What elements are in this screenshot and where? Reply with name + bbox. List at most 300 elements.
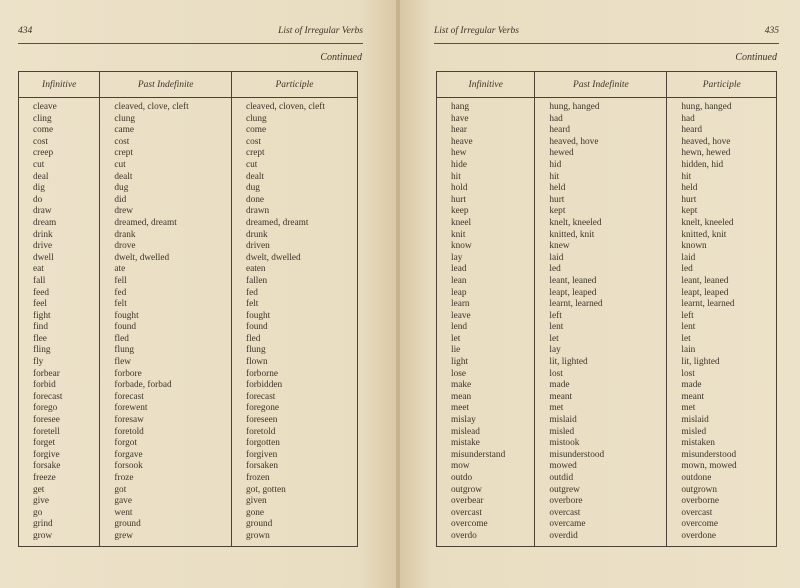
cell-participle: heaved, hove — [667, 137, 777, 149]
cell-past-indefinite: forbade, forbad — [100, 380, 232, 392]
table-header-row — [437, 72, 777, 98]
cell-infinitive: have — [437, 114, 535, 126]
cell-past-indefinite: overcame — [535, 519, 667, 531]
column-header-participle: Participle — [231, 72, 357, 98]
cell-participle: found — [231, 322, 357, 334]
cell-infinitive: mislead — [437, 427, 535, 439]
cell-participle: kept — [667, 206, 777, 218]
table-row — [437, 98, 777, 114]
cell-past-indefinite: hewed — [535, 148, 667, 160]
cell-participle: cleaved, cloven, cleft — [231, 98, 357, 114]
cell-infinitive: fight — [19, 311, 100, 323]
cell-infinitive: come — [19, 125, 100, 137]
cell-participle: knitted, knit — [667, 230, 777, 242]
cell-past-indefinite: outgrew — [535, 485, 667, 497]
table-row — [437, 218, 777, 230]
cell-past-indefinite: dealt — [100, 172, 232, 184]
table-row — [19, 311, 358, 323]
cell-infinitive: forego — [19, 403, 100, 415]
cell-past-indefinite: mislaid — [535, 415, 667, 427]
cell-participle: held — [667, 183, 777, 195]
table-row — [19, 392, 358, 404]
cell-past-indefinite: forbore — [100, 369, 232, 381]
cell-past-indefinite: held — [535, 183, 667, 195]
cell-past-indefinite: forgave — [100, 450, 232, 462]
table-row — [19, 125, 358, 137]
cell-infinitive: forgive — [19, 450, 100, 462]
cell-infinitive: knit — [437, 230, 535, 242]
cell-infinitive: mistake — [437, 438, 535, 450]
cell-infinitive: forget — [19, 438, 100, 450]
cell-past-indefinite: flew — [100, 357, 232, 369]
table-row — [19, 438, 358, 450]
cell-infinitive: lean — [437, 276, 535, 288]
cell-past-indefinite: heaved, hove — [535, 137, 667, 149]
cell-infinitive: foretell — [19, 427, 100, 439]
cell-participle: drunk — [231, 230, 357, 242]
cell-participle: fed — [231, 288, 357, 300]
right-table-body — [437, 98, 777, 547]
cell-infinitive: overcome — [437, 519, 535, 531]
cell-infinitive: cleave — [19, 98, 100, 114]
left-running-header — [18, 26, 363, 44]
cell-past-indefinite: lay — [535, 345, 667, 357]
cell-infinitive: dig — [19, 183, 100, 195]
cell-infinitive: hear — [437, 125, 535, 137]
table-row — [437, 473, 777, 485]
cell-infinitive: leap — [437, 288, 535, 300]
cell-past-indefinite: cleaved, clove, cleft — [100, 98, 232, 114]
cell-infinitive: freeze — [19, 473, 100, 485]
table-row — [19, 473, 358, 485]
cell-infinitive: mean — [437, 392, 535, 404]
cell-past-indefinite: ate — [100, 264, 232, 276]
table-row — [19, 206, 358, 218]
cell-participle: hewn, hewed — [667, 148, 777, 160]
table-row — [19, 137, 358, 149]
cell-participle: outdone — [667, 473, 777, 485]
table-row — [19, 230, 358, 242]
cell-participle: given — [231, 496, 357, 508]
cell-infinitive: do — [19, 195, 100, 207]
cell-participle: mistaken — [667, 438, 777, 450]
right-verb-table — [436, 71, 777, 547]
table-row — [437, 403, 777, 415]
cell-infinitive: kneel — [437, 218, 535, 230]
table-row — [437, 195, 777, 207]
cell-infinitive: leave — [437, 311, 535, 323]
table-row — [437, 450, 777, 462]
right-running-header — [434, 26, 779, 44]
column-header-past-indefinite: Past Indefinite — [535, 72, 667, 98]
cell-infinitive: lead — [437, 264, 535, 276]
cell-participle: leant, leaned — [667, 276, 777, 288]
cell-past-indefinite: crept — [100, 148, 232, 160]
cell-infinitive: eat — [19, 264, 100, 276]
cell-past-indefinite: met — [535, 403, 667, 415]
cell-participle: overcome — [667, 519, 777, 531]
cell-past-indefinite: foretold — [100, 427, 232, 439]
left-page — [0, 0, 398, 588]
table-row — [19, 195, 358, 207]
cell-participle: forecast — [231, 392, 357, 404]
table-row — [437, 531, 777, 546]
cell-infinitive: heave — [437, 137, 535, 149]
column-header-infinitive: Infinitive — [19, 72, 100, 98]
cell-past-indefinite: froze — [100, 473, 232, 485]
cell-infinitive: know — [437, 241, 535, 253]
table-row — [19, 276, 358, 288]
cell-participle: flown — [231, 357, 357, 369]
table-row — [437, 427, 777, 439]
table-row — [437, 276, 777, 288]
table-row — [437, 311, 777, 323]
cell-past-indefinite: fell — [100, 276, 232, 288]
cell-past-indefinite: flung — [100, 345, 232, 357]
cell-participle: misunderstood — [667, 450, 777, 462]
cell-past-indefinite: cut — [100, 160, 232, 172]
cell-infinitive: overdo — [437, 531, 535, 546]
table-row — [19, 334, 358, 346]
cell-past-indefinite: did — [100, 195, 232, 207]
cell-participle: foretold — [231, 427, 357, 439]
cell-infinitive: lend — [437, 322, 535, 334]
cell-infinitive: flee — [19, 334, 100, 346]
cell-past-indefinite: drew — [100, 206, 232, 218]
cell-past-indefinite: leant, leaned — [535, 276, 667, 288]
table-row — [19, 160, 358, 172]
cell-infinitive: dwell — [19, 253, 100, 265]
cell-past-indefinite: knew — [535, 241, 667, 253]
cell-past-indefinite: overbore — [535, 496, 667, 508]
column-header-participle: Participle — [667, 72, 777, 98]
cell-past-indefinite: kept — [535, 206, 667, 218]
cell-infinitive: overcast — [437, 508, 535, 520]
right-continued-label: Continued — [735, 52, 777, 63]
table-row — [19, 288, 358, 300]
cell-participle: drawn — [231, 206, 357, 218]
cell-infinitive: lie — [437, 345, 535, 357]
cell-participle: lent — [667, 322, 777, 334]
cell-past-indefinite: found — [100, 322, 232, 334]
cell-participle: flung — [231, 345, 357, 357]
right-page-number: 435 — [764, 26, 779, 36]
cell-participle: fallen — [231, 276, 357, 288]
table-row — [437, 438, 777, 450]
table-row — [437, 415, 777, 427]
table-row — [437, 137, 777, 149]
cell-infinitive: lay — [437, 253, 535, 265]
cell-past-indefinite: had — [535, 114, 667, 126]
cell-past-indefinite: overdid — [535, 531, 667, 546]
cell-infinitive: go — [19, 508, 100, 520]
table-row — [437, 264, 777, 276]
cell-infinitive: forbid — [19, 380, 100, 392]
cell-past-indefinite: outdid — [535, 473, 667, 485]
table-row — [437, 392, 777, 404]
cell-infinitive: forbear — [19, 369, 100, 381]
left-continued-label: Continued — [320, 52, 362, 63]
cell-infinitive: meet — [437, 403, 535, 415]
cell-infinitive: fly — [19, 357, 100, 369]
cell-infinitive: let — [437, 334, 535, 346]
cell-infinitive: find — [19, 322, 100, 334]
table-row — [19, 183, 358, 195]
cell-past-indefinite: went — [100, 508, 232, 520]
cell-participle: lain — [667, 345, 777, 357]
cell-participle: dealt — [231, 172, 357, 184]
table-row — [19, 322, 358, 334]
cell-past-indefinite: came — [100, 125, 232, 137]
cell-participle: frozen — [231, 473, 357, 485]
cell-participle: hurt — [667, 195, 777, 207]
cell-past-indefinite: forsook — [100, 461, 232, 473]
cell-past-indefinite: cost — [100, 137, 232, 149]
cell-infinitive: drink — [19, 230, 100, 242]
cell-infinitive: cost — [19, 137, 100, 149]
cell-past-indefinite: lost — [535, 369, 667, 381]
cell-participle: foreseen — [231, 415, 357, 427]
cell-participle: lost — [667, 369, 777, 381]
cell-infinitive: feed — [19, 288, 100, 300]
cell-past-indefinite: mowed — [535, 461, 667, 473]
cell-past-indefinite: gave — [100, 496, 232, 508]
cell-infinitive: mow — [437, 461, 535, 473]
cell-participle: felt — [231, 299, 357, 311]
cell-infinitive: hit — [437, 172, 535, 184]
table-row — [437, 334, 777, 346]
cell-participle: knelt, kneeled — [667, 218, 777, 230]
cell-infinitive: dream — [19, 218, 100, 230]
cell-past-indefinite: hit — [535, 172, 667, 184]
cell-past-indefinite: drove — [100, 241, 232, 253]
table-row — [19, 172, 358, 184]
cell-participle: come — [231, 125, 357, 137]
cell-participle: laid — [667, 253, 777, 265]
cell-participle: dreamed, dreamt — [231, 218, 357, 230]
cell-past-indefinite: fought — [100, 311, 232, 323]
table-row — [19, 241, 358, 253]
cell-participle: eaten — [231, 264, 357, 276]
cell-participle: learnt, learned — [667, 299, 777, 311]
table-row — [19, 253, 358, 265]
cell-participle: leapt, leaped — [667, 288, 777, 300]
cell-past-indefinite: misled — [535, 427, 667, 439]
table-row — [437, 253, 777, 265]
cell-past-indefinite: fled — [100, 334, 232, 346]
cell-infinitive: creep — [19, 148, 100, 160]
table-row — [437, 172, 777, 184]
table-row — [437, 322, 777, 334]
table-row — [19, 218, 358, 230]
cell-participle: let — [667, 334, 777, 346]
cell-participle: lit, lighted — [667, 357, 777, 369]
table-row — [19, 531, 358, 546]
table-row — [19, 148, 358, 160]
table-row — [437, 345, 777, 357]
cell-past-indefinite: lit, lighted — [535, 357, 667, 369]
cell-infinitive: grow — [19, 531, 100, 546]
column-header-infinitive: Infinitive — [437, 72, 535, 98]
table-row — [437, 369, 777, 381]
cell-participle: forborne — [231, 369, 357, 381]
cell-infinitive: draw — [19, 206, 100, 218]
cell-past-indefinite: overcast — [535, 508, 667, 520]
left-page-number: 434 — [18, 26, 33, 36]
table-header-row — [19, 72, 358, 98]
cell-past-indefinite: ground — [100, 519, 232, 531]
cell-participle: forgotten — [231, 438, 357, 450]
cell-past-indefinite: let — [535, 334, 667, 346]
cell-participle: clung — [231, 114, 357, 126]
cell-past-indefinite: mistook — [535, 438, 667, 450]
cell-past-indefinite: clung — [100, 114, 232, 126]
cell-infinitive: deal — [19, 172, 100, 184]
table-row — [437, 241, 777, 253]
cell-past-indefinite: made — [535, 380, 667, 392]
cell-past-indefinite: heard — [535, 125, 667, 137]
cell-participle: foregone — [231, 403, 357, 415]
cell-past-indefinite: left — [535, 311, 667, 323]
cell-past-indefinite: hung, hanged — [535, 98, 667, 114]
cell-infinitive: cling — [19, 114, 100, 126]
table-row — [437, 160, 777, 172]
table-row — [437, 148, 777, 160]
cell-infinitive: hide — [437, 160, 535, 172]
cell-infinitive: outgrow — [437, 485, 535, 497]
table-row — [19, 357, 358, 369]
cell-participle: left — [667, 311, 777, 323]
cell-participle: done — [231, 195, 357, 207]
cell-infinitive: learn — [437, 299, 535, 311]
cell-infinitive: lose — [437, 369, 535, 381]
right-running-title: List of Irregular Verbs — [434, 26, 519, 36]
table-row — [437, 485, 777, 497]
table-row — [437, 125, 777, 137]
table-row — [437, 508, 777, 520]
cell-infinitive: grind — [19, 519, 100, 531]
cell-infinitive: overbear — [437, 496, 535, 508]
cell-participle: hung, hanged — [667, 98, 777, 114]
cell-past-indefinite: forgot — [100, 438, 232, 450]
cell-infinitive: outdo — [437, 473, 535, 485]
cell-participle: crept — [231, 148, 357, 160]
cell-infinitive: drive — [19, 241, 100, 253]
cell-infinitive: hold — [437, 183, 535, 195]
table-row — [437, 357, 777, 369]
table-row — [437, 380, 777, 392]
cell-infinitive: fling — [19, 345, 100, 357]
cell-infinitive: hang — [437, 98, 535, 114]
cell-infinitive: give — [19, 496, 100, 508]
left-running-title: List of Irregular Verbs — [278, 26, 363, 36]
cell-participle: led — [667, 264, 777, 276]
cell-past-indefinite: dug — [100, 183, 232, 195]
table-row — [19, 264, 358, 276]
cell-participle: gone — [231, 508, 357, 520]
cell-past-indefinite: leapt, leaped — [535, 288, 667, 300]
cell-participle: known — [667, 241, 777, 253]
table-row — [437, 496, 777, 508]
cell-infinitive: mislay — [437, 415, 535, 427]
cell-past-indefinite: felt — [100, 299, 232, 311]
cell-infinitive: keep — [437, 206, 535, 218]
cell-past-indefinite: dreamed, dreamt — [100, 218, 232, 230]
cell-infinitive: misunderstand — [437, 450, 535, 462]
cell-infinitive: cut — [19, 160, 100, 172]
cell-infinitive: hurt — [437, 195, 535, 207]
cell-participle: had — [667, 114, 777, 126]
cell-participle: overborne — [667, 496, 777, 508]
cell-infinitive: get — [19, 485, 100, 497]
cell-past-indefinite: laid — [535, 253, 667, 265]
cell-past-indefinite: foresaw — [100, 415, 232, 427]
cell-past-indefinite: hurt — [535, 195, 667, 207]
cell-past-indefinite: got — [100, 485, 232, 497]
cell-infinitive: forecast — [19, 392, 100, 404]
table-row — [19, 415, 358, 427]
cell-past-indefinite: knelt, kneeled — [535, 218, 667, 230]
table-row — [19, 299, 358, 311]
table-row — [437, 288, 777, 300]
table-row — [437, 519, 777, 531]
cell-participle: cut — [231, 160, 357, 172]
cell-past-indefinite: led — [535, 264, 667, 276]
cell-participle: mown, mowed — [667, 461, 777, 473]
cell-infinitive: foresee — [19, 415, 100, 427]
cell-participle: forgiven — [231, 450, 357, 462]
table-row — [437, 230, 777, 242]
cell-participle: hit — [667, 172, 777, 184]
table-row — [19, 427, 358, 439]
cell-participle: fought — [231, 311, 357, 323]
cell-participle: forsaken — [231, 461, 357, 473]
cell-past-indefinite: learnt, learned — [535, 299, 667, 311]
table-row — [19, 380, 358, 392]
cell-past-indefinite: forecast — [100, 392, 232, 404]
cell-participle: cost — [231, 137, 357, 149]
table-row — [437, 461, 777, 473]
table-row — [19, 519, 358, 531]
table-row — [19, 345, 358, 357]
cell-infinitive: light — [437, 357, 535, 369]
table-row — [19, 450, 358, 462]
cell-past-indefinite: meant — [535, 392, 667, 404]
cell-participle: overcast — [667, 508, 777, 520]
cell-participle: got, gotten — [231, 485, 357, 497]
cell-past-indefinite: fed — [100, 288, 232, 300]
column-header-past-indefinite: Past Indefinite — [100, 72, 232, 98]
cell-past-indefinite: knitted, knit — [535, 230, 667, 242]
right-page — [400, 0, 800, 588]
cell-participle: ground — [231, 519, 357, 531]
cell-infinitive: feel — [19, 299, 100, 311]
cell-past-indefinite: grew — [100, 531, 232, 546]
cell-past-indefinite: drank — [100, 230, 232, 242]
cell-participle: outgrown — [667, 485, 777, 497]
cell-participle: met — [667, 403, 777, 415]
cell-participle: meant — [667, 392, 777, 404]
cell-participle: dug — [231, 183, 357, 195]
cell-infinitive: hew — [437, 148, 535, 160]
cell-participle: misled — [667, 427, 777, 439]
cell-past-indefinite: dwelt, dwelled — [100, 253, 232, 265]
table-row — [19, 98, 358, 114]
cell-participle: overdone — [667, 531, 777, 546]
table-row — [437, 183, 777, 195]
cell-participle: forbidden — [231, 380, 357, 392]
cell-infinitive: forsake — [19, 461, 100, 473]
